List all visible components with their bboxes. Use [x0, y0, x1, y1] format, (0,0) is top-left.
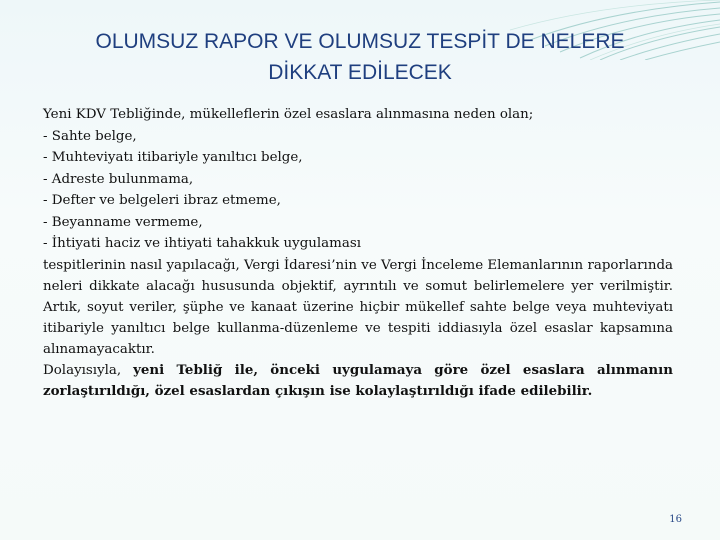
list-item: - Adreste bulunmama, — [43, 171, 194, 187]
title-line-1: OLUMSUZ RAPOR VE OLUMSUZ TESPİT DE NELERE — [95, 30, 625, 53]
conclusion-prefix: Dolayısıyla, — [43, 362, 122, 378]
list-item: - Defter ve belgeleri ibraz etmeme, — [43, 193, 281, 208]
page-title — [40, 26, 680, 88]
conclusion-bold: yeni Tebliğ ile, önceki uygulamaya göre özel esaslara alınmanın zorlaştırıldığı, özel esaslardan çıkışın ise kolaylaştırıldığı ifade edilebilir. — [43, 361, 673, 399]
list-item: - Muhteviyatı itibariyle yanıltıcı belge, — [43, 150, 303, 165]
list-item: - İhtiyati haciz ve ihtiyati tahakkuk uygulaması — [43, 236, 361, 251]
conclusion-paragraph — [43, 360, 673, 402]
title-line-2: DİKKAT EDİLECEK — [268, 61, 452, 84]
list-item: - Sahte belge, — [43, 128, 137, 144]
list-item: - Beyanname vermeme, — [43, 214, 203, 230]
explanation-paragraph: tespitlerinin nasıl yapılacağı, Vergi İdaresi’nin ve Vergi İnceleme Elemanlarının raporlarında neleri dikkate alacağı hususunda objektif, ayrıntılı ve somut belirlemelere yer verilmiştir. Artık, soyut veriler, şüphe ve kanaat üzerine hiçbir mükellef sahte belge veya muhteviyatı itibariyle yanıltıcı belge kullanma-düzenleme ve tespiti iddiasıyla özel esaslar kapsamına alınamayacaktır. — [43, 257, 673, 357]
intro-text: Yeni KDV Tebliğinde, mükelleflerin özel esaslara alınmasına neden olan; — [43, 107, 534, 122]
body-content — [43, 104, 673, 402]
page-number: 16 — [669, 514, 682, 525]
